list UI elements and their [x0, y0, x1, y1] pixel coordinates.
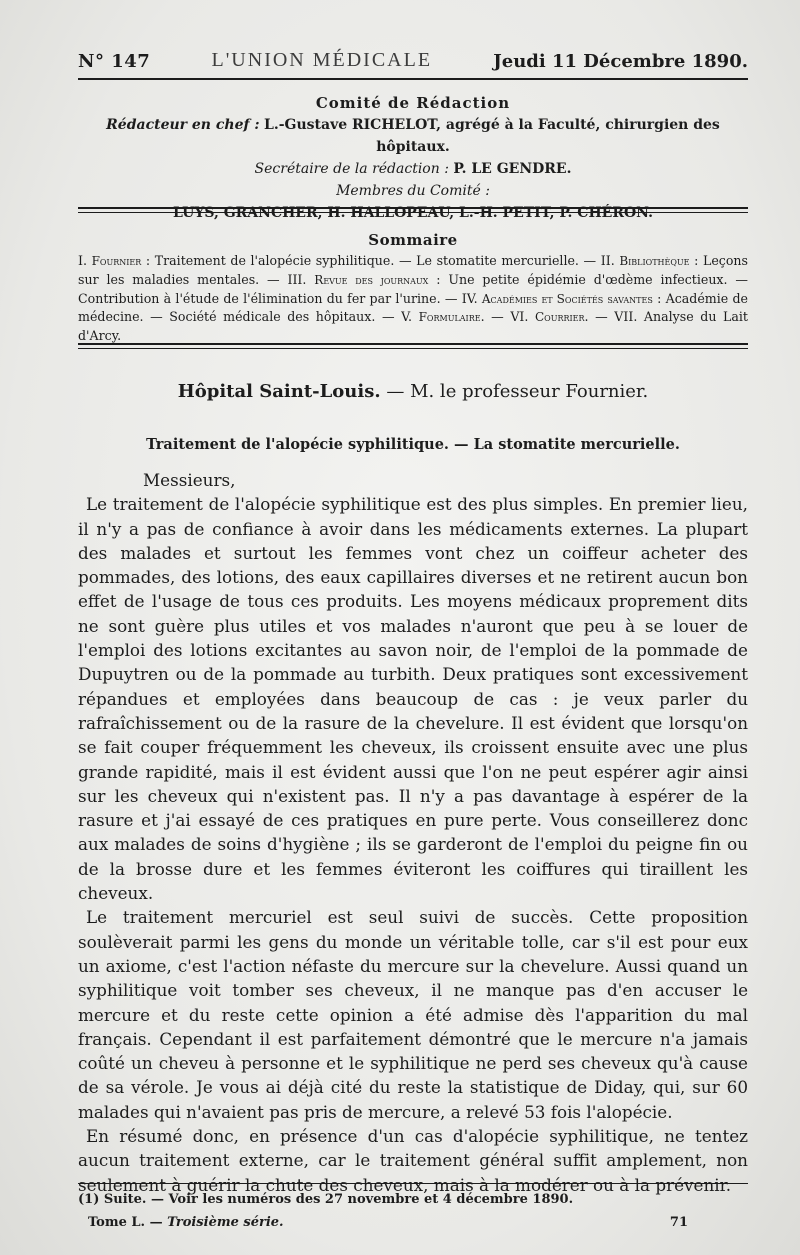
tome-label: Tome L. —	[88, 1215, 168, 1230]
journal-title: L'UNION MÉDICALE	[211, 49, 433, 71]
summary-section-name: Formulaire	[418, 310, 481, 325]
footnote: (1) Suite. — Voir les numéros des 27 novembre et 4 décembre 1890.	[78, 1192, 574, 1207]
summary-part: : Leçons sur les maladies mentales. — III.	[78, 253, 749, 287]
members-names: LUYS, GRANCHER, H. HALLOPEAU, L.-H. PETIT, P. CHÉRON.	[173, 205, 653, 221]
secretary-name: P. LE GENDRE.	[453, 161, 572, 177]
page-number: 71	[669, 1215, 688, 1230]
committee-title: Comité de Rédaction	[315, 94, 511, 112]
summary-section-name: Courrier	[534, 310, 585, 325]
page-header	[78, 42, 748, 80]
page-footer	[88, 1215, 688, 1230]
issue-date: Jeudi 11 Décembre 1890.	[493, 51, 748, 72]
lesson-title: Traitement de l'alopécie syphilitique. — La stomatite mercurielle.	[146, 436, 680, 453]
editor-label: Rédacteur en chef :	[106, 117, 260, 133]
secretary-label: Secrétaire de la rédaction :	[254, 161, 449, 177]
summary-part: : Une petite épidémie d'œdème infectieux. — Contribution à l'étude de l'élimination du fer par l'urine. — IV.	[78, 271, 748, 306]
summary-title: Sommaire	[368, 231, 458, 249]
summary-part: . — VII. Analyse du Lait d'Arcy.	[78, 309, 748, 344]
issue-number: N° 147	[78, 51, 151, 72]
professor-name: M. le professeur Fournier.	[410, 381, 649, 402]
secretary-line	[78, 158, 748, 180]
series-label: Troisième série.	[167, 1215, 284, 1230]
committee-rule	[78, 207, 748, 213]
summary-part: : Académie de médecine. — Société médicale des hôpitaux. — V.	[78, 290, 748, 325]
summary-section-name: Bibliothèque	[619, 254, 690, 268]
summary-part: I.	[78, 253, 92, 268]
footnote-rule	[78, 1183, 748, 1184]
clinic-separator: —	[380, 381, 411, 402]
summary-section-name: Fournier	[91, 254, 142, 268]
summary-rule	[78, 343, 748, 349]
hospital-name: Hôpital Saint-Louis.	[177, 381, 381, 402]
summary-text	[78, 252, 748, 345]
volume-label	[88, 1215, 284, 1230]
body-paragraph: Le traitement mercuriel est seul suivi de succès. Cette proposition soulèverait parmi les gens du monde un véritable tolle, car s'il est pour eux un axiome, c'est l'action néfaste du mercure sur la chevelure. Aussi quand un syphilitique voit tomber ses cheveux, il ne manque pas d'en accuser le mercure et du reste cette opinion a été admise dès l'apparition du mal français. Cependant il est parfaitement démontré que le mercure n'a jamais coûté un cheveu à personne et le syphilitique ne perd ses cheveux qu'à cause de sa vérole. Je vous ai déjà cité du reste la statistique de Diday, qui, sur 60 malades qui n'avaient pas pris de mercure, a relevé 53 fois l'alopécie.	[78, 907, 748, 1122]
body-paragraph: En résumé donc, en présence d'un cas d'alopécie syphilitique, ne tentez aucun traitement externe, car le traitement général suffit amplement, non seulement à guérir la chute des cheveux, mais à la modérer ou à la prévenir.	[78, 1126, 748, 1195]
members-label: Membres du Comité :	[336, 183, 490, 199]
body-paragraph: Le traitement de l'alopécie syphilitique est des plus simples. En premier lieu, il n'y a pas de confiance à avoir dans les médicaments externes. La plupart des malades et surtout les femmes vont chez un coiffeur acheter des pommades, des lotions, des eaux capillaires diverses et ne retirent aucun bon effet de l'usage de tous ces produits. Les moyens médicaux proprement dits ne sont guère plus utiles et vos malades n'auront que peu à se louer de l'emploi des lotions excitantes au savon noir, de l'emploi de la pommade de Dupuytren ou de la pommade au turbith. Deux pratiques sont excessivement répandues et employées dans beaucoup de cas : je veux parler du rafraîchissement ou de la rasure de la chevelure. Il est évident que lorsqu'on se fait couper fréquemment les cheveux, ils croissent ensuite avec une plus grande rapidité, mais il est évident aussi que l'on ne peut espérer agir ainsi sur les cheveux qui n'existent pas. Il n'y a pas davantage à espérer de la rasure et j'ai essayé de ces pratiques en pure perte. Vous conseillerez donc aux malades de soins d'hygiène ; ils se garderont de l'emploi du peigne fin ou de la brosse dure et les femmes éviteront les coiffures qui tiraillent les cheveux.	[78, 494, 748, 904]
editor-name: L.-Gustave RICHELOT, agrégé à la Faculté, chirurgien des hôpitaux.	[264, 117, 720, 155]
editor-line	[78, 114, 748, 158]
salutation: Messieurs,	[143, 470, 236, 490]
summary-section-name: Revue des journaux	[314, 272, 429, 287]
summary-part: : Traitement de l'alopécie syphilitique. — Le stomatite mercurielle. — II.	[141, 253, 620, 268]
article-body	[78, 468, 748, 1197]
members-line	[78, 202, 748, 224]
editorial-committee	[78, 92, 748, 224]
summary-section-name: Académies et Sociétés savantes	[481, 291, 653, 306]
clinic-heading	[78, 381, 748, 402]
members-label-line	[78, 180, 748, 202]
summary-part: . — VI.	[480, 309, 535, 325]
